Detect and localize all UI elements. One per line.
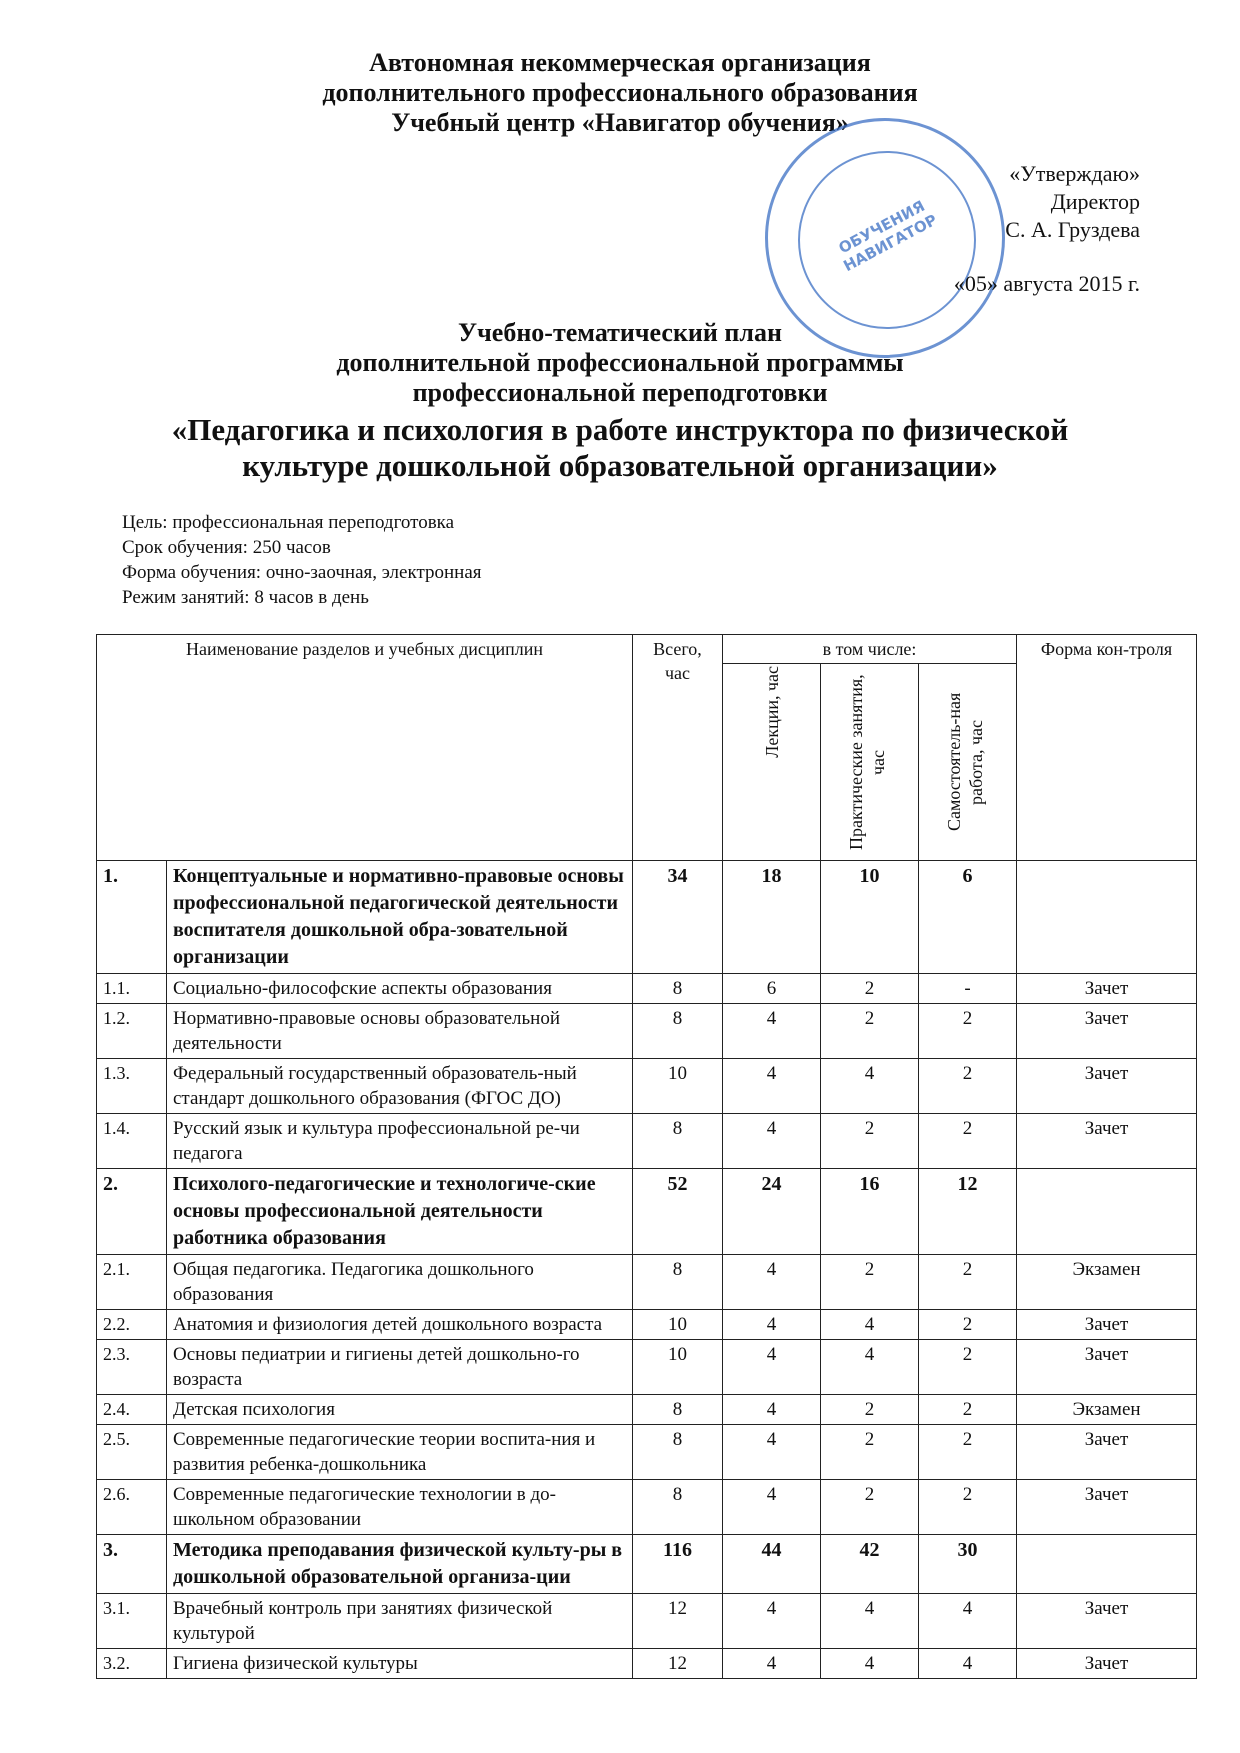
row-lectures: 6 (723, 974, 821, 1004)
row-practice: 2 (821, 974, 919, 1004)
section-row (97, 1535, 1197, 1594)
meta-duration: Срок обучения: 250 часов (122, 537, 331, 558)
discipline-row (97, 1340, 1197, 1395)
row-practice: 2 (821, 1480, 919, 1535)
row-lectures: 4 (723, 1114, 821, 1169)
program-name-line-1: «Педагогика и психология в работе инструктора по физической (171, 412, 1069, 447)
org-name-line-2: дополнительного профессионального образования (322, 78, 918, 107)
row-control (1017, 861, 1197, 974)
meta-schedule: Режим занятий: 8 часов в день (122, 587, 369, 608)
row-control: Зачет (1017, 1340, 1197, 1395)
program-meta (122, 510, 482, 610)
row-total: 8 (633, 1395, 723, 1425)
row-practice: 2 (821, 1255, 919, 1310)
row-control: Зачет (1017, 1114, 1197, 1169)
row-lectures: 4 (723, 1395, 821, 1425)
row-control: Зачет (1017, 1480, 1197, 1535)
row-number: 2.6. (97, 1480, 167, 1535)
curriculum-body (97, 861, 1197, 1679)
row-total: 12 (633, 1649, 723, 1679)
discipline-row (97, 1059, 1197, 1114)
row-name: Концептуальные и нормативно-правовые основы профессиональной педагогической деятельности воспитателя дошкольной обра-зовательной организации (167, 861, 633, 974)
header-selfwork-cell (919, 664, 1017, 861)
row-selfwork: 6 (919, 861, 1017, 974)
discipline-row (97, 1395, 1197, 1425)
row-number: 1.3. (97, 1059, 167, 1114)
row-lectures: 4 (723, 1059, 821, 1114)
row-practice: 42 (821, 1535, 919, 1594)
row-selfwork: 2 (919, 1425, 1017, 1480)
row-number: 2.3. (97, 1340, 167, 1395)
row-selfwork: 2 (919, 1395, 1017, 1425)
row-lectures: 4 (723, 1255, 821, 1310)
row-name: Социально-философские аспекты образования (167, 974, 633, 1004)
header-lectures: Лекции, час (761, 666, 782, 758)
title-line-1: Учебно-тематический план (458, 318, 782, 347)
row-selfwork: 2 (919, 1310, 1017, 1340)
row-total: 10 (633, 1059, 723, 1114)
row-lectures: 4 (723, 1340, 821, 1395)
row-number: 1.1. (97, 974, 167, 1004)
row-selfwork: 2 (919, 1004, 1017, 1059)
document-title (0, 318, 1240, 484)
row-number: 2.5. (97, 1425, 167, 1480)
header-including: в том числе: (723, 635, 1017, 664)
row-lectures: 18 (723, 861, 821, 974)
row-lectures: 4 (723, 1480, 821, 1535)
row-number: 2.1. (97, 1255, 167, 1310)
row-total: 8 (633, 974, 723, 1004)
stamp-text: ОБУЧЕНИЯ НАВИГАТОР (835, 196, 941, 276)
row-total: 34 (633, 861, 723, 974)
header-practice-cell (821, 664, 919, 861)
row-selfwork: 2 (919, 1340, 1017, 1395)
approval-position: Директор (1050, 189, 1140, 214)
row-total: 8 (633, 1425, 723, 1480)
discipline-row (97, 1310, 1197, 1340)
row-selfwork: 4 (919, 1649, 1017, 1679)
row-practice: 4 (821, 1310, 919, 1340)
section-row (97, 861, 1197, 974)
discipline-row (97, 1594, 1197, 1649)
row-control (1017, 1169, 1197, 1255)
row-total: 8 (633, 1004, 723, 1059)
row-selfwork: - (919, 974, 1017, 1004)
row-number: 3. (97, 1535, 167, 1594)
row-name: Психолого-педагогические и технологиче-ские основы профессиональной деятельности работника образования (167, 1169, 633, 1255)
row-control: Зачет (1017, 1059, 1197, 1114)
org-name-line-1: Автономная некоммерческая организация (369, 48, 871, 77)
row-lectures: 4 (723, 1594, 821, 1649)
row-name: Федеральный государственный образователь-ный стандарт дошкольного образования (ФГОС ДО) (167, 1059, 633, 1114)
row-selfwork: 4 (919, 1594, 1017, 1649)
org-name-line-3: Учебный центр «Навигатор обучения» (391, 108, 849, 137)
row-number: 2.2. (97, 1310, 167, 1340)
row-name: Общая педагогика. Педагогика дошкольного образования (167, 1255, 633, 1310)
curriculum-table (96, 634, 1197, 1679)
row-lectures: 4 (723, 1649, 821, 1679)
discipline-row (97, 1425, 1197, 1480)
row-total: 8 (633, 1480, 723, 1535)
row-selfwork: 12 (919, 1169, 1017, 1255)
approval-signatory: С. А. Груздева (1005, 217, 1140, 242)
row-practice: 2 (821, 1425, 919, 1480)
row-name: Нормативно-правовые основы образовательной деятельности (167, 1004, 633, 1059)
header-lectures-cell (723, 664, 821, 861)
header-control: Форма кон-троля (1017, 635, 1197, 861)
section-row (97, 1169, 1197, 1255)
meta-form: Форма обучения: очно-заочная, электронная (122, 562, 482, 583)
row-practice: 2 (821, 1395, 919, 1425)
header-practice: Практические занятия, час (845, 674, 888, 850)
row-number: 2. (97, 1169, 167, 1255)
row-number: 3.2. (97, 1649, 167, 1679)
row-total: 8 (633, 1255, 723, 1310)
header-selfwork: Самостоятель-ная работа, час (943, 692, 986, 832)
discipline-row (97, 1114, 1197, 1169)
title-line-3: профессиональной переподготовки (412, 378, 828, 407)
row-practice: 4 (821, 1059, 919, 1114)
row-total: 8 (633, 1114, 723, 1169)
row-selfwork: 2 (919, 1255, 1017, 1310)
row-control: Зачет (1017, 1594, 1197, 1649)
row-total: 12 (633, 1594, 723, 1649)
approval-heading: «Утверждаю» (1009, 161, 1140, 186)
row-control: Зачет (1017, 1649, 1197, 1679)
row-practice: 16 (821, 1169, 919, 1255)
row-selfwork: 2 (919, 1114, 1017, 1169)
discipline-row (97, 1480, 1197, 1535)
row-number: 2.4. (97, 1395, 167, 1425)
row-control: Экзамен (1017, 1395, 1197, 1425)
row-control: Зачет (1017, 974, 1197, 1004)
row-practice: 10 (821, 861, 919, 974)
row-practice: 4 (821, 1594, 919, 1649)
discipline-row (97, 1649, 1197, 1679)
row-control: Зачет (1017, 1310, 1197, 1340)
discipline-row (97, 1255, 1197, 1310)
row-name: Современные педагогические теории воспита-ния и развития ребенка-дошкольника (167, 1425, 633, 1480)
approval-date: «05» августа 2015 г. (953, 271, 1140, 296)
title-line-2: дополнительной профессиональной программы (336, 348, 904, 377)
row-practice: 4 (821, 1649, 919, 1679)
row-name: Врачебный контроль при занятиях физической культурой (167, 1594, 633, 1649)
approval-block (954, 160, 1140, 298)
row-lectures: 4 (723, 1310, 821, 1340)
row-selfwork: 30 (919, 1535, 1017, 1594)
row-control: Зачет (1017, 1004, 1197, 1059)
row-control: Экзамен (1017, 1255, 1197, 1310)
row-control (1017, 1535, 1197, 1594)
row-name: Современные педагогические технологии в до-школьном образовании (167, 1480, 633, 1535)
row-control: Зачет (1017, 1425, 1197, 1480)
row-name: Основы педиатрии и гигиены детей дошкольно-го возраста (167, 1340, 633, 1395)
row-total: 116 (633, 1535, 723, 1594)
row-name: Анатомия и физиология детей дошкольного возраста (167, 1310, 633, 1340)
row-number: 1. (97, 861, 167, 974)
row-lectures: 4 (723, 1425, 821, 1480)
header-total: Всего, час (633, 635, 723, 861)
row-practice: 4 (821, 1340, 919, 1395)
row-total: 52 (633, 1169, 723, 1255)
row-practice: 2 (821, 1004, 919, 1059)
row-lectures: 24 (723, 1169, 821, 1255)
discipline-row (97, 1004, 1197, 1059)
row-name: Русский язык и культура профессиональной ре-чи педагога (167, 1114, 633, 1169)
discipline-row (97, 974, 1197, 1004)
row-total: 10 (633, 1310, 723, 1340)
row-number: 3.1. (97, 1594, 167, 1649)
row-selfwork: 2 (919, 1480, 1017, 1535)
program-name-line-2: культуре дошкольной образовательной организации» (242, 448, 998, 483)
organization-header (0, 48, 1240, 138)
row-lectures: 4 (723, 1004, 821, 1059)
row-name: Гигиена физической культуры (167, 1649, 633, 1679)
row-selfwork: 2 (919, 1059, 1017, 1114)
row-name: Методика преподавания физической культу-ры в дошкольной образовательной организа-ции (167, 1535, 633, 1594)
row-lectures: 44 (723, 1535, 821, 1594)
row-number: 1.4. (97, 1114, 167, 1169)
row-name: Детская психология (167, 1395, 633, 1425)
row-practice: 2 (821, 1114, 919, 1169)
row-total: 10 (633, 1340, 723, 1395)
row-number: 1.2. (97, 1004, 167, 1059)
header-name: Наименование разделов и учебных дисциплин (97, 635, 633, 861)
meta-goal: Цель: профессиональная переподготовка (122, 512, 455, 533)
